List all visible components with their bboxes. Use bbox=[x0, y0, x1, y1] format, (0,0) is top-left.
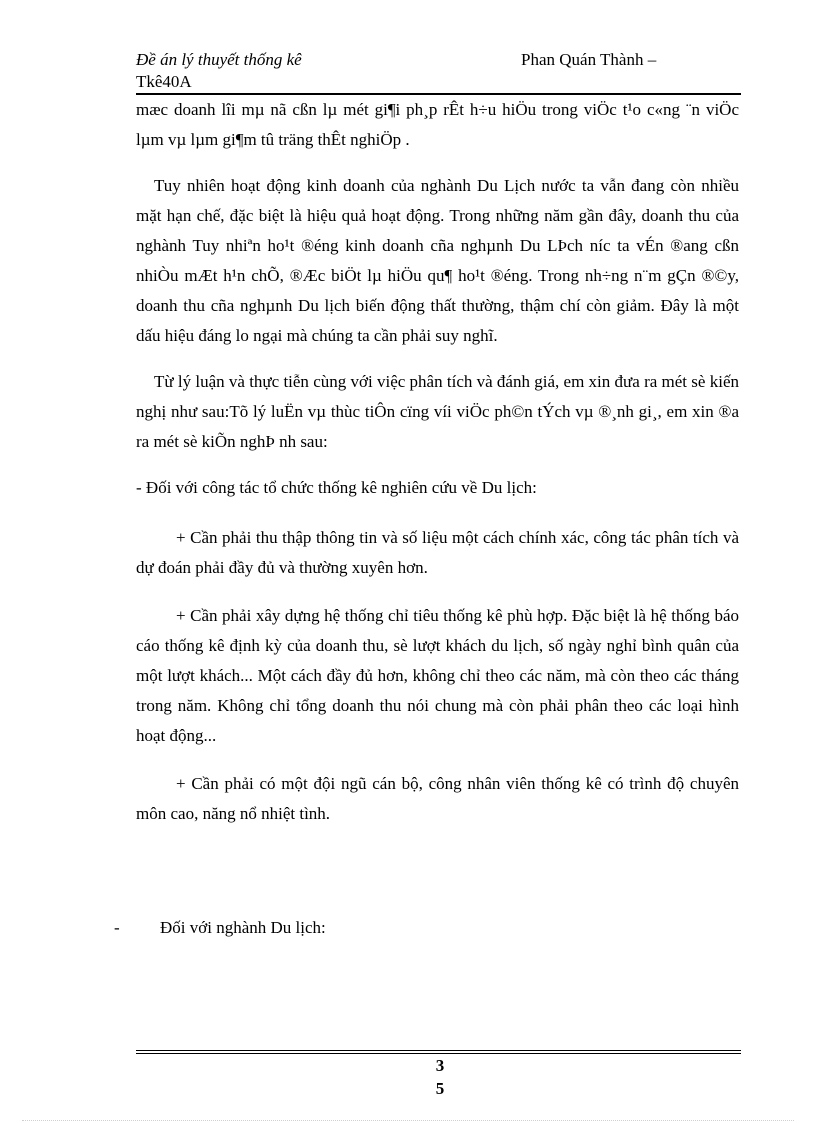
page-number-top: 3 bbox=[435, 1056, 445, 1075]
dash-bullet: - bbox=[114, 918, 120, 937]
list-item-collect-data: + Cần phải thu thập thông tin và số liệu một cách chính xác, công tác phân tích và dự đoán phải đầy đủ và thường xuyên hơn. bbox=[136, 528, 739, 577]
list-item-indicator-system: + Cần phải xây dựng hệ thống chỉ tiêu thống kê phù hợp. Đặc biệt là hệ thống báo cáo thống kê định kỳ của doanh thu, sè lượt khách du lịch, số ngày nghỉ bình quân của một lượt khách... Một cách đầy đủ hơn, không chỉ theo các năm, mà còn theo các tháng trong năm. Không chỉ tổng doanh thu nói chung mà còn phải phân theo các loại hình hoạt động... bbox=[136, 606, 739, 745]
footer-divider-top bbox=[136, 1050, 741, 1051]
paragraph-limitations: Tuy nhiên hoạt động kinh doanh của nghành Du Lịch nước ta vẫn đang còn nhiều mặt hạn chế, đặc biệt là hiệu quả hoạt động. Trong những năm gần đây, doanh thu của nghành Tuy nhiªn ho¹t ®éng kinh doanh cña nghµnh Du LÞch níc ta vÉn ®ang cßn nhiÒu mÆt h¹n chÕ, ®Æc biÖt lµ hiÖu qu¶ ho¹t ®éng. Trong nh÷ng n¨m gÇn ®©y, doanh thu cña nghµnh Du lịch biến động thất thường, thậm chí còn giảm. Đây là một dấu hiệu đáng lo ngại mà chúng ta cần phải suy nghĩ. bbox=[136, 176, 739, 345]
footer-divider-bottom bbox=[136, 1053, 741, 1054]
header-author: Phan Quán Thành – bbox=[521, 50, 657, 69]
list-item-staff: + Cần phải có một đội ngũ cán bộ, công nhân viên thống kê có trình độ chuyên môn cao, năng nổ nhiệt tình. bbox=[136, 774, 739, 823]
section-heading-statistics: - Đối với công tác tổ chức thống kê nghiên cứu về Du lịch: bbox=[136, 478, 537, 497]
document-body bbox=[136, 95, 739, 847]
header-document-title: Đề án lý thuyết thống kê bbox=[136, 50, 302, 69]
page-edge-dotted-line bbox=[22, 1120, 794, 1121]
page-header bbox=[136, 50, 741, 94]
header-class-code: Tkê40A bbox=[136, 72, 192, 91]
section-heading-tourism-label: Đối với nghành Du lịch: bbox=[160, 918, 326, 937]
paragraph-continuation: mæc doanh lîi mµ nã cßn lµ mét gi¶i ph¸p rÊt h÷u hiÖu trong viÖc t¹o c«ng ¨n viÖc lµm vµ lµm gi¶m tû träng thÊt nghiÖp . bbox=[136, 100, 739, 149]
paragraph-recommendations-intro: Từ lý luận và thực tiễn cùng với việc phân tích và đánh giá, em xin đưa ra mét sè kiến nghị như sau:Tõ lý luËn vµ thùc tiÔn cïng víi viÖc ph©n tÝch vµ ®¸nh gi¸, em xin ®a ra mét sè kiÕn nghÞ nh sau: bbox=[136, 372, 739, 451]
page-number-bottom: 5 bbox=[435, 1079, 445, 1098]
